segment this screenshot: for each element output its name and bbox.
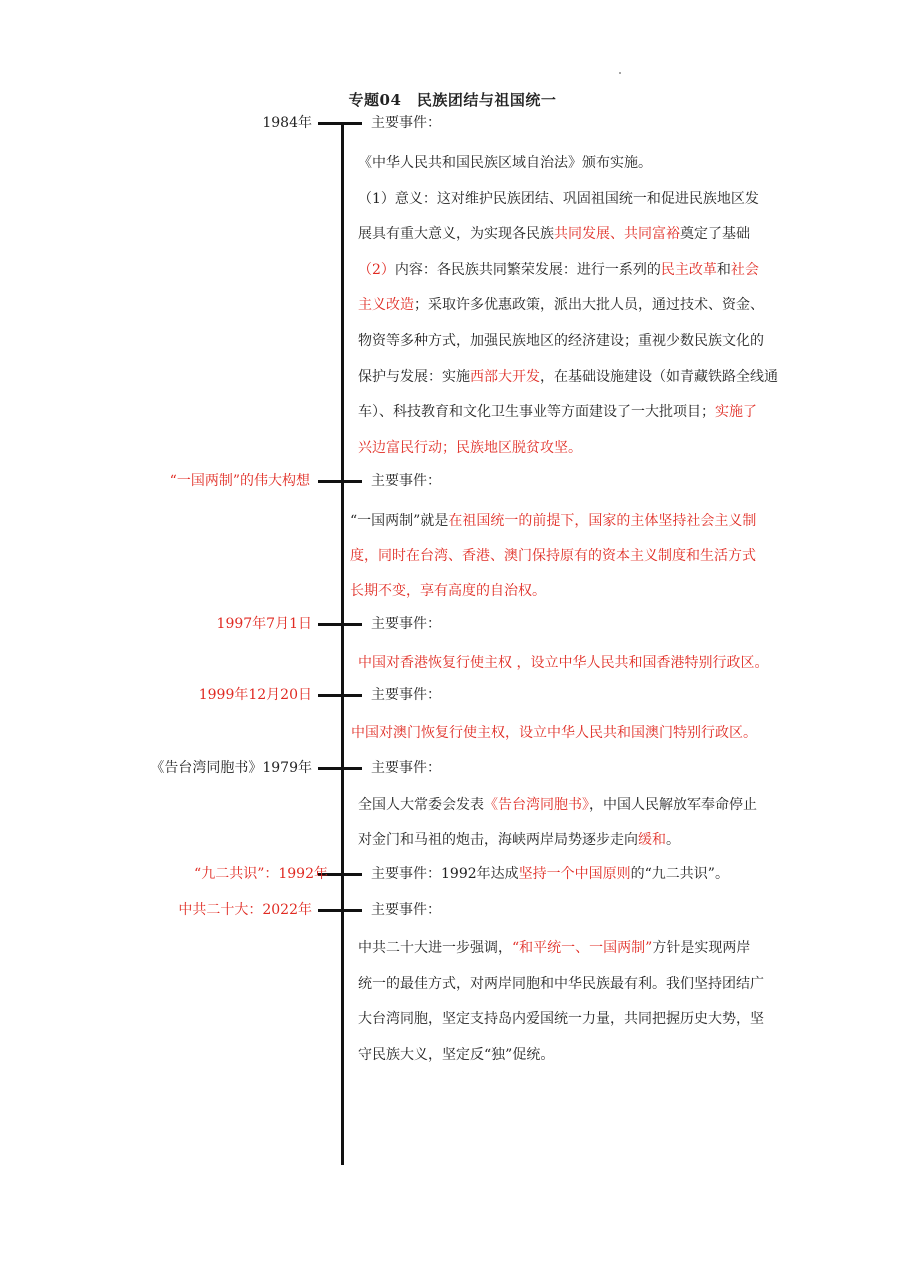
emphasis-text: 坚持一个中国原则: [518, 866, 631, 882]
body-text: 守民族大义，坚定反“独”促统。: [358, 1047, 555, 1063]
body-text: 方针是实现两岸: [652, 940, 751, 956]
timeline-tick: [318, 480, 362, 483]
body-text: 。: [666, 832, 680, 848]
emphasis-text: 中国对香港恢复行使主权 ，设立中华人民共和国香港特别行政区。: [358, 655, 769, 671]
timeline-axis: [341, 122, 344, 1165]
event-text-line: [358, 1046, 554, 1064]
body-text: “一国两制”就是: [350, 513, 449, 529]
event-text-line: [358, 261, 759, 279]
body-text: 全国人大常委会发表: [358, 797, 484, 813]
event-text-line: [358, 225, 750, 243]
timeline-tick: [318, 767, 362, 770]
speck: [619, 72, 621, 74]
event-date: 1997年7月1日: [216, 616, 312, 632]
emphasis-text: 共同发展、共同富裕: [554, 226, 680, 242]
event-text-line: [358, 368, 778, 386]
event-text-line: [358, 332, 764, 350]
emphasis-text: 主义改造: [358, 297, 414, 313]
emphasis-text: 缓和: [638, 832, 666, 848]
timeline-tick: [318, 694, 362, 697]
event-text-line: [358, 831, 680, 849]
body-text: 主要事件：1992年达成: [371, 866, 519, 882]
event-date: 1984年: [262, 115, 312, 131]
body-text: 保护与发展：实施: [358, 369, 470, 385]
body-text: （1）意义：这对维护民族团结、巩固祖国统一和促进民族地区发: [358, 191, 759, 207]
event-text-line: [358, 1010, 764, 1028]
page-title: 专题04 民族团结与祖国统一: [348, 91, 557, 109]
body-text: 统一的最佳方式，对两岸同胞和中华民族最有利。我们坚持团结广: [358, 976, 764, 992]
body-text: ；采取许多优惠政策，派出大批人员，通过技术、资金、: [414, 297, 764, 313]
event-label: 主要事件：: [371, 902, 441, 918]
event-text-line: [358, 939, 750, 957]
body-text: 奠定了基础: [680, 226, 750, 242]
event-text-line: [358, 190, 759, 208]
timeline-tick: [318, 623, 362, 626]
event-text-line: [351, 724, 757, 742]
body-text: ，中国人民解放军奉命停止: [589, 797, 757, 813]
body-text: 车）、科技教育和文化卫生事业等方面建设了一大批项目；: [358, 404, 715, 420]
event-label: 主要事件：: [371, 616, 441, 632]
event-text-line: [358, 975, 764, 993]
event-text-line: [358, 296, 764, 314]
event-label: 主要事件：: [371, 473, 441, 489]
emphasis-text: 《告台湾同胞书》: [484, 797, 589, 813]
event-date: 1999年12月20日: [198, 687, 312, 703]
body-text: 物资等多种方式，加强民族地区的经济建设；重视少数民族文化的: [358, 333, 764, 349]
body-text: 展具有重大意义，为实现各民族: [358, 226, 554, 242]
event-text-line: [358, 796, 757, 814]
emphasis-text: 中国对澳门恢复行使主权，设立中华人民共和国澳门特别行政区。: [351, 725, 757, 741]
event-label: 主要事件：: [371, 115, 441, 131]
event-date: “九二共识”：1992年: [194, 866, 328, 882]
emphasis-text: 兴边富民行动；民族地区脱贫攻坚。: [358, 440, 582, 456]
emphasis-text: 度，同时在台湾、香港、澳门保持原有的资本主义制度和生活方式: [350, 548, 756, 564]
emphasis-text: 实施了: [715, 404, 757, 420]
event-date: “一国两制”的伟大构想: [169, 473, 310, 489]
event-label: 主要事件：: [371, 687, 441, 703]
event-text-line: [350, 512, 756, 530]
event-text-line: [358, 439, 582, 457]
body-text: 对金门和马祖的炮击，海峡两岸局势逐步走向: [358, 832, 638, 848]
emphasis-text: 社会: [730, 262, 759, 278]
event-text-line: [358, 654, 768, 672]
event-text-line: [350, 547, 756, 565]
emphasis-text: （2）: [358, 262, 395, 278]
event-text-line: [358, 403, 757, 421]
body-text: 大台湾同胞，坚定支持岛内爱国统一力量，共同把握历史大势，坚: [358, 1011, 764, 1027]
event-text-line: [350, 582, 546, 600]
timeline-tick: [318, 909, 362, 912]
body-text: 和: [716, 262, 731, 278]
event-label: 主要事件：: [371, 760, 441, 776]
event-date: 《告台湾同胞书》1979年: [150, 760, 312, 776]
body-text: 《中华人民共和国民族区域自治法》颁布实施。: [358, 155, 652, 171]
body-text: 的“九二共识”。: [630, 866, 729, 882]
emphasis-text: 长期不变，享有高度的自治权。: [350, 583, 546, 599]
event-date: 中共二十大：2022年: [178, 902, 312, 918]
body-text: 内容：各民族共同繁荣发展：进行一系列的: [394, 262, 661, 278]
event-text-line: [358, 154, 652, 172]
emphasis-text: 在祖国统一的前提下，国家的主体坚持社会主义制: [448, 513, 757, 529]
emphasis-text: 西部大开发: [470, 369, 540, 385]
emphasis-text: 民主改革: [660, 262, 717, 278]
event-label: [371, 865, 729, 883]
emphasis-text: “和平统一、一国两制”: [512, 940, 653, 956]
body-text: ，在基础设施建设（如青藏铁路全线通: [540, 369, 778, 385]
body-text: 中共二十大进一步强调，: [358, 940, 512, 956]
timeline-tick: [318, 122, 362, 125]
